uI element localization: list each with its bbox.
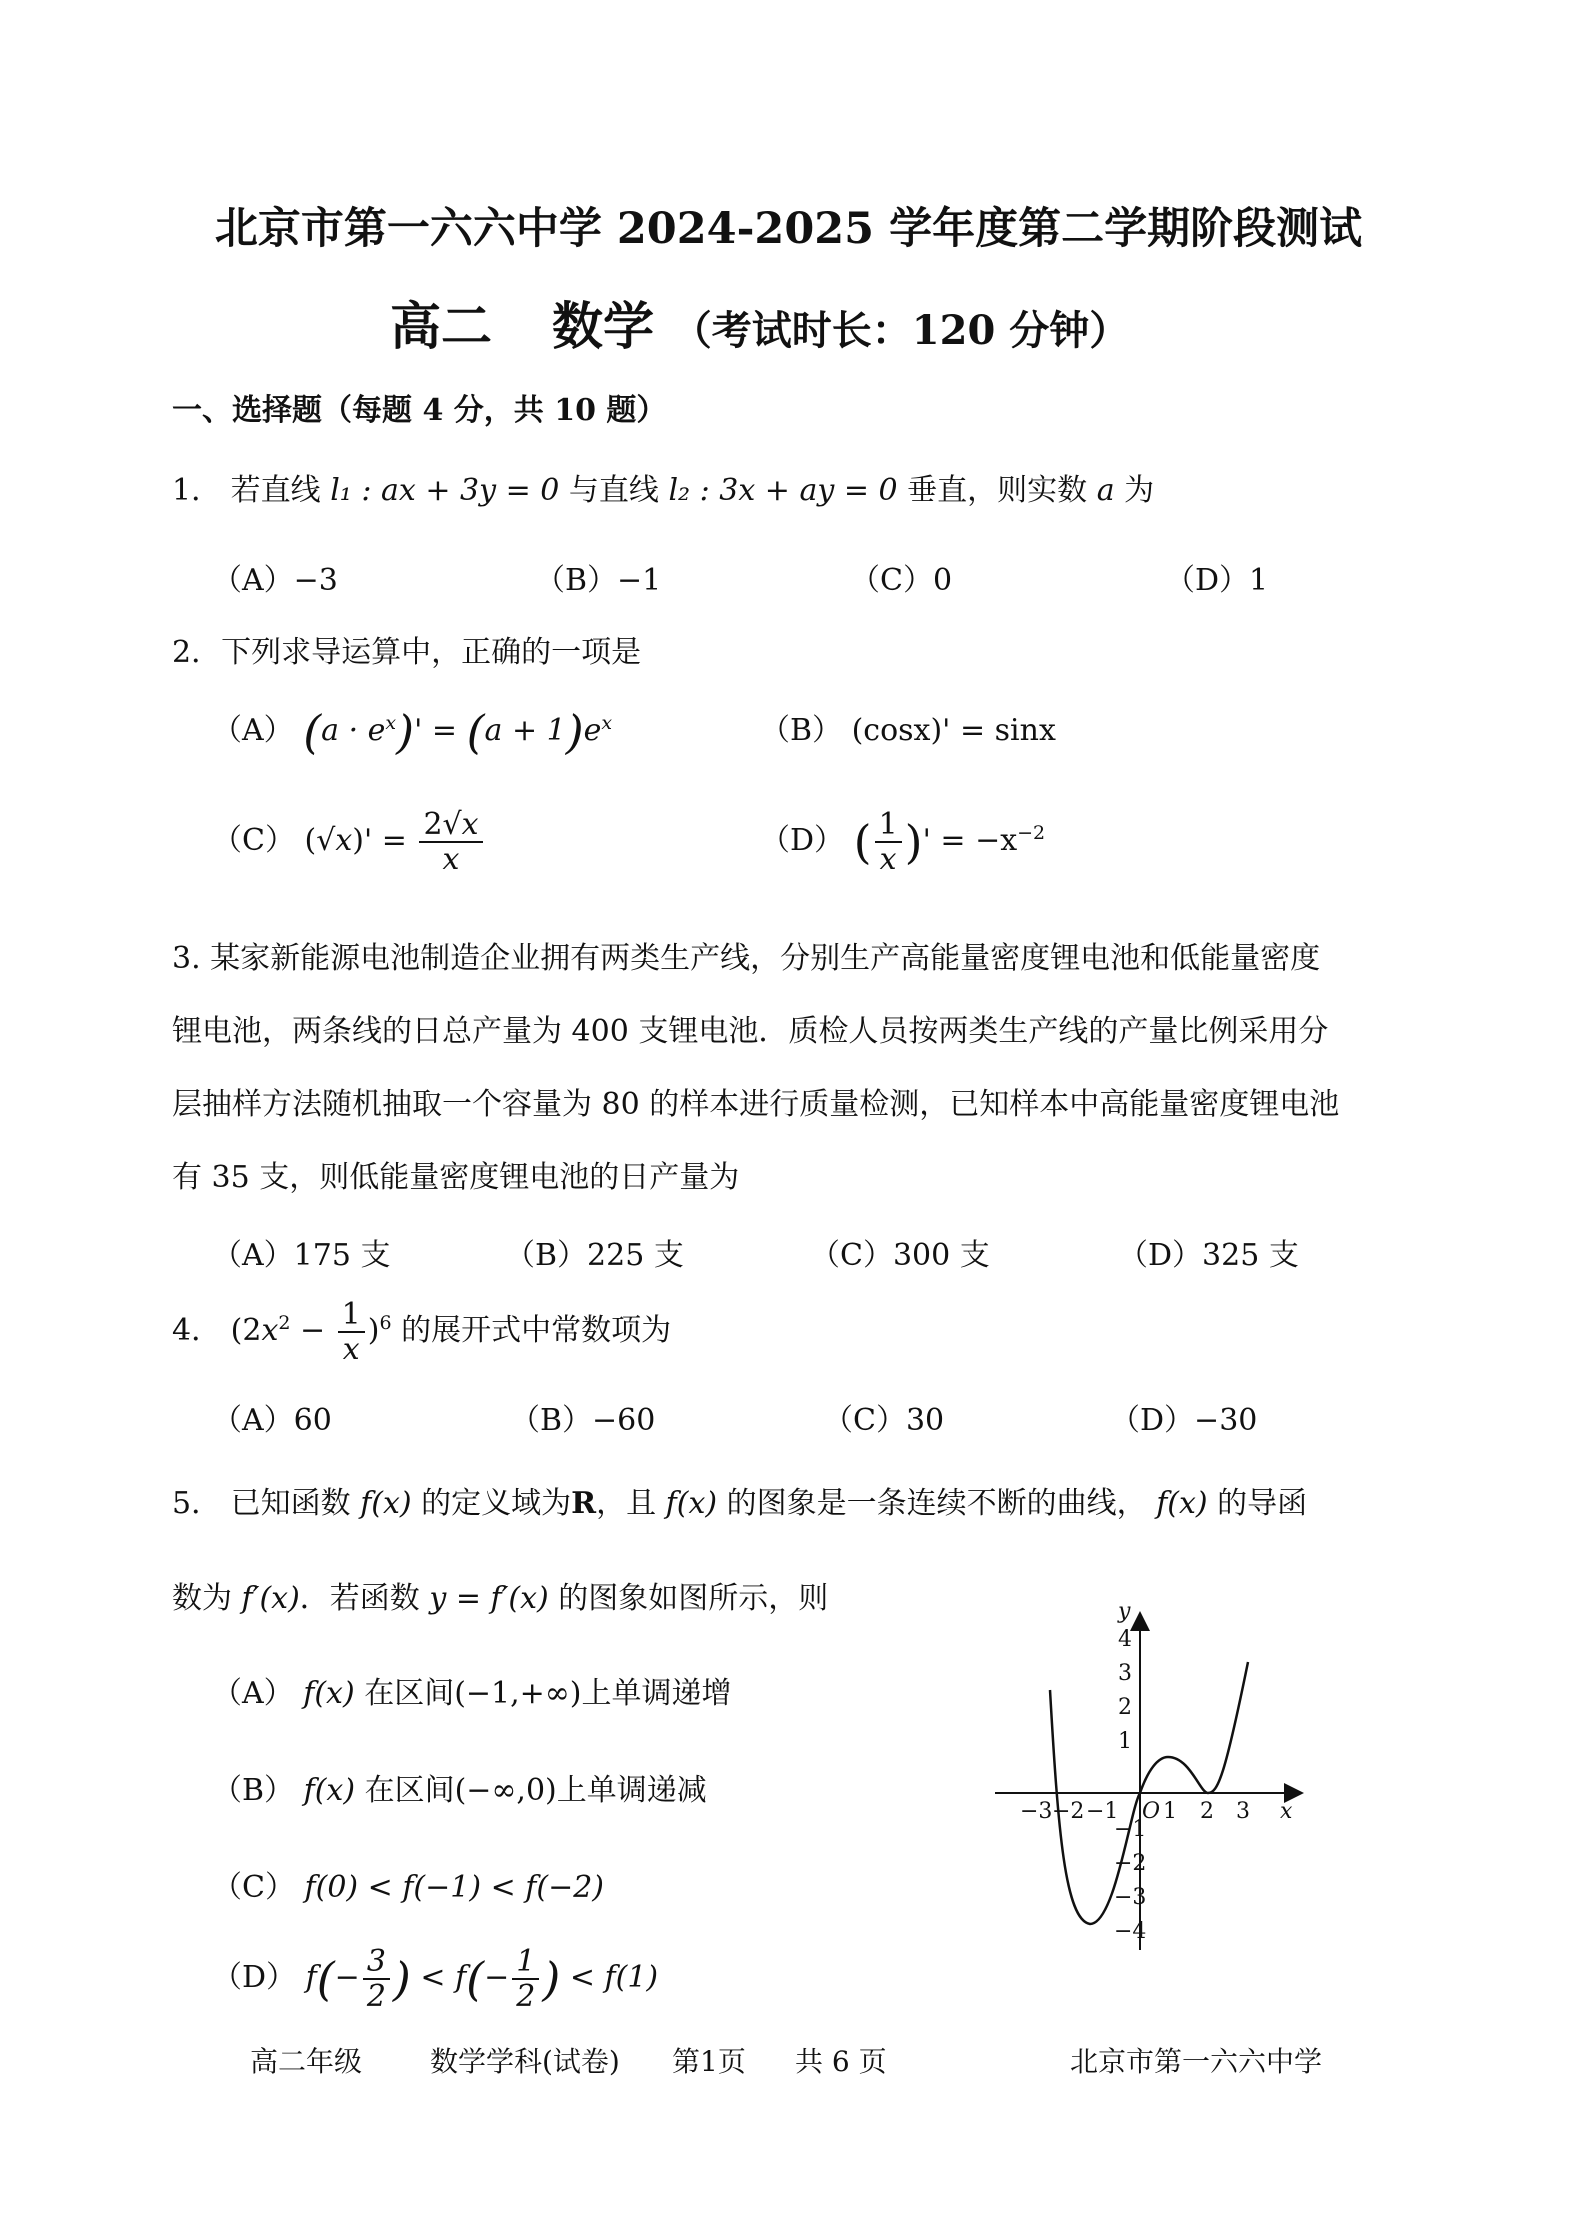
y-tick: 1: [1118, 1729, 1132, 1754]
q2-option-d-exp: −2: [1017, 822, 1046, 844]
q5-reals: R: [571, 1486, 597, 1521]
x-tick: 2: [1200, 1799, 1214, 1824]
subject-label: 数学: [552, 297, 655, 357]
q2-option-a-expr: $(a \cdot e^x)' = (a + 1)e^x$: [303, 705, 613, 759]
q3-option-c[interactable]: （C）300 支: [810, 1238, 990, 1273]
exam-title: 北京市第一六六中学 2024-2025 学年度第二学期阶段测试: [214, 204, 1363, 254]
y-tick: 2: [1118, 1695, 1132, 1720]
q3-option-b[interactable]: （B）225 支: [505, 1238, 684, 1273]
q5-text: 的图象是一条连续不断的曲线，: [726, 1486, 1147, 1521]
q2-option-c-label: （C）: [212, 823, 295, 858]
q5-text: ，且: [596, 1486, 657, 1521]
q5-text: 上单调递减: [556, 1773, 707, 1808]
q5-option-a-label: （A）: [212, 1676, 294, 1711]
footer-page: 第1页: [672, 2045, 746, 2078]
q1-option-b[interactable]: （B）−1: [535, 563, 662, 598]
grade-label: 高二: [390, 297, 493, 357]
q1-option-c[interactable]: （C）0: [850, 563, 953, 598]
q2-number: 2．: [172, 635, 222, 670]
q3-line: 层抽样方法随机抽取一个容量为 80 的样本进行质量检测，已知样本中高能量密度锂电池: [172, 1087, 1340, 1122]
footer-grade: 高二年级: [250, 2045, 363, 2078]
y-tick: −2: [1114, 1851, 1147, 1876]
q1-text: 若直线: [230, 473, 321, 508]
q1-text: 为: [1124, 473, 1155, 508]
q5-option-b[interactable]: [212, 1765, 707, 1809]
q5-text: 的图象如图所示，则: [558, 1581, 829, 1616]
q5-text: 数为: [172, 1581, 232, 1616]
q1-variable: a: [1096, 473, 1115, 508]
q4-text: 的展开式中常数项为: [401, 1313, 672, 1348]
q5-option-d-label: （D）: [212, 1960, 297, 1995]
q2-option-b[interactable]: [760, 705, 1056, 749]
q3-line: 锂电池，两条线的日总产量为 400 支锂电池．质检人员按两类生产线的产量比例采用分: [172, 1014, 1329, 1049]
x-tick: −3: [1020, 1799, 1053, 1824]
subject-title: [390, 285, 1129, 359]
q5-option-a-interval: (−1,+∞): [454, 1676, 582, 1711]
q5-text: ．若函数: [299, 1581, 420, 1616]
q4-option-b[interactable]: （B）−60: [510, 1403, 656, 1438]
footer-school: 北京市第一六六中学: [1070, 2045, 1323, 2078]
q1-line1-equation: l₁ : ax + 3y = 0: [330, 473, 560, 508]
q4-expr: ($2x^2$ − $\frac{1}{x}$ )$^6$: [230, 1297, 392, 1367]
q5-text: 的定义域为: [421, 1486, 572, 1521]
footer-total: 共 6 页: [795, 2045, 887, 2078]
q5-option-b-label: （B）: [212, 1773, 295, 1808]
q5-option-b-interval: (−∞,0): [454, 1773, 557, 1808]
q2-option-a[interactable]: [212, 705, 612, 759]
q5-fx: f(x): [360, 1486, 412, 1521]
x-tick: 1: [1163, 1799, 1177, 1824]
q1-option-d[interactable]: （D）1: [1165, 563, 1269, 598]
q5-fprime: f′(x): [241, 1581, 300, 1616]
q5-fx: f(x): [303, 1676, 355, 1711]
y-axis-label: y: [1118, 1600, 1131, 1624]
x-tick: 3: [1236, 1799, 1250, 1824]
x-tick: −1: [1086, 1799, 1119, 1824]
question-5-line2: [172, 1573, 828, 1617]
derivative-graph: [990, 1600, 1310, 1970]
q5-option-c-expr: f(0) < f(−1) < f(−2): [304, 1870, 605, 1905]
footer-subject: 数学学科(试卷): [430, 2045, 620, 2078]
q5-y-fprime: y = f′(x): [429, 1581, 549, 1616]
q4-number: 4．: [172, 1313, 222, 1348]
q5-text: 在区间: [364, 1773, 455, 1808]
q5-option-c[interactable]: [212, 1862, 604, 1906]
q2-option-d-expr: ( $\frac{1}{x}$ )' = $-x^{-2}$: [853, 807, 1046, 877]
q2-option-b-expr: (cosx)' = sinx: [851, 713, 1056, 748]
duration-label: （考试时长：120 分钟）: [671, 307, 1130, 354]
q5-fx: f(x): [303, 1773, 356, 1808]
q1-line2-equation: l₂ : 3x + ay = 0: [668, 473, 898, 508]
q5-option-d-expr: f(− 3 2 ) < f(− 1 2 ) < f(1): [305, 1944, 659, 2014]
question-4: [172, 1298, 671, 1366]
q2-option-d-label: （D）: [760, 823, 845, 858]
q5-text: 上单调递增: [581, 1676, 732, 1711]
q3-option-a[interactable]: （A）175 支: [212, 1238, 391, 1273]
q2-option-a-label: （A）: [212, 713, 294, 748]
q5-number: 5．: [172, 1486, 222, 1521]
q2-text: 下列求导运算中，正确的一项是: [221, 635, 642, 670]
section-heading: 一、选择题（每题 4 分，共 10 题）: [172, 393, 667, 428]
q2-option-c[interactable]: [212, 808, 486, 876]
question-3: [172, 922, 1422, 1214]
x-axis-label: x: [1280, 1799, 1293, 1824]
y-tick: 4: [1118, 1627, 1132, 1652]
q5-option-d[interactable]: [212, 1945, 658, 2013]
q5-text: 已知函数: [230, 1486, 351, 1521]
q1-option-a[interactable]: （A）−3: [212, 563, 338, 598]
q1-text: 与直线: [568, 473, 659, 508]
origin-label: O: [1142, 1799, 1161, 1824]
q4-option-d[interactable]: （D）−30: [1110, 1403, 1258, 1438]
y-tick: −3: [1114, 1885, 1147, 1910]
q4-option-a[interactable]: （A）60: [212, 1403, 332, 1438]
question-1: [172, 465, 1154, 509]
q1-number: 1．: [172, 473, 222, 508]
q5-option-c-label: （C）: [212, 1870, 295, 1905]
x-tick: −2: [1052, 1799, 1085, 1824]
q5-fx: f(x): [665, 1486, 718, 1521]
q3-line: 有 35 支，则低能量密度锂电池的日产量为: [172, 1160, 740, 1195]
q3-option-d[interactable]: （D）325 支: [1118, 1238, 1299, 1273]
q2-option-b-label: （B）: [760, 713, 843, 748]
question-5-line1: [172, 1478, 1307, 1522]
y-tick: 3: [1118, 1661, 1132, 1686]
y-tick: −4: [1114, 1919, 1147, 1944]
q5-text: 在区间: [364, 1676, 455, 1711]
q2-option-c-expr: (√x)' = $\frac{2√x}{x}$: [305, 823, 486, 858]
q5-text: 的导函: [1217, 1486, 1308, 1521]
q2-option-d[interactable]: [760, 808, 1045, 876]
q5-option-a[interactable]: [212, 1668, 732, 1712]
q2-option-d-rhs: ' = −x: [922, 823, 1018, 858]
q4-option-c[interactable]: （C）30: [823, 1403, 945, 1438]
y-tick: −1: [1114, 1817, 1147, 1842]
q3-line: 3. 某家新能源电池制造企业拥有两类生产线，分别生产高能量密度锂电池和低能量密度: [172, 941, 1321, 976]
question-2: [172, 627, 641, 671]
q1-text: 垂直，则实数: [907, 473, 1088, 508]
q5-fx: f(x): [1156, 1486, 1208, 1521]
